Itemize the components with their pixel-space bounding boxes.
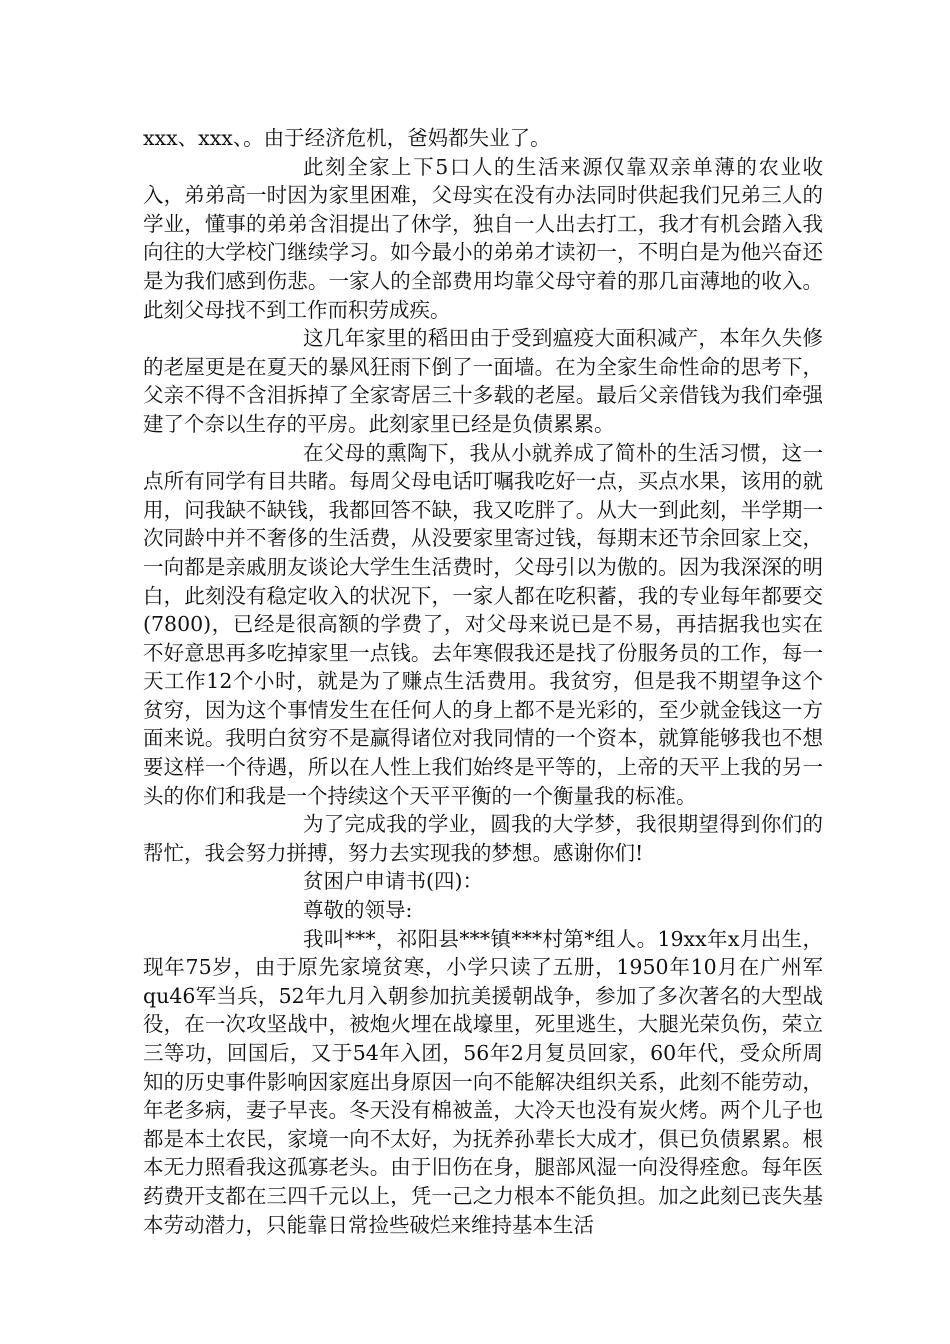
paragraph-frugal-life: 在父母的熏陶下，我从小就养成了简朴的生活习惯，这一点所有同学有目共睹。每周父母电话叮嘱我吃好一点，买点水果，该用的就用，问我缺不缺钱，我都回答不缺，我又吃胖了。从大一到此刻，半学期一次同龄中并不奢侈的生活费，从没要家里寄过钱，每期末还节余回家上交，一向都是亲戚朋友谈论大学生生活费时，父母引以为傲的。因为我深深的明白，此刻没有稳定收入的状况下，一家人都在吃积蓄，我的专业每年都要交(7800)，已经是很高额的学费了，对父母来说已是不易，再拮据我也实在不好意思再多吃掉家里一点钱。去年寒假我还是找了份服务员的工作，每一天工作12个小时，就是为了赚点生活费用。我贫穷，但是我不期望争这个贫穷，因为这个事情发生在任何人的身上都不是光彩的，至少就金钱这一方面来说。我明白贫穷不是赢得诸位对我同情的一个资本，就算能够我也不想要这样一个待遇，所以在人性上我们始终是平等的，上帝的天平上我的另一头的你们和我是一个持续这个天平平衡的一个衡量我的标准。	[143, 440, 823, 808]
section-heading: 贫困户申请书(四)：	[303, 869, 483, 894]
paragraph-intro: xxx、xxx、。由于经济危机，爸妈都失业了。	[143, 126, 551, 150]
paragraph-applicant-story: 我叫***，祁阳县***镇***村第*组人。19xx年x月出生，现年75岁，由于原先家境贫寒，小学只读了五册，1950年10月在广州军qu46军当兵，52年九月入朝参加抗美援朝战争，参加了多次著名的大型战役，在一次攻坚战中，被炮火埋在战壕里，死里逃生，大腿光荣负伤，荣立三等功，回国后，又于54年入团，56年2月复员回家，60年代，受众所周知的历史事件影响因家庭出身原因一向不能解决组织关系，此刻不能劳动，年老多病，妻子早丧。冬天没有棉被盖，大冷天也没有炭火烤。两个儿子也都是本土农民，家境一向不太好，为抚养孙辈长大成才，俱已负债累累。根本无力照看我这孤寡老头。由于旧伤在身，腿部风湿一向没得痊愈。每年医药费开支都在三四千元以上，凭一己之力根本不能负担。加之此刻已丧失基本劳动潜力，只能靠日常捡些破烂来维持基本生活	[143, 926, 823, 1237]
salutation: 尊敬的领导:	[303, 898, 413, 923]
paragraph-family-income: 此刻全家上下5口人的生活来源仅靠双亲单薄的农业收入，弟弟高一时因为家里困难，父母实在没有办法同时供起我们兄弟三人的学业，懂事的弟弟含泪提出了休学，独自一人出去打工，我才有机会踏入我向往的大学校门继续学习。如今最小的弟弟才读初一，不明白是为他兴奋还是为我们感到伤悲。一家人的全部费用均靠父母守着的那几亩薄地的收入。此刻父母找不到工作而积劳成疾。	[143, 154, 823, 322]
document-page	[143, 124, 823, 1239]
paragraph-closing-thanks: 为了完成我的学业，圆我的大学梦，我很期望得到你们的帮忙，我会努力拼搏，努力去实现我的梦想。感谢你们!	[143, 812, 823, 865]
paragraph-house-damage: 这几年家里的稻田由于受到瘟疫大面积减产，本年久失修的老屋更是在夏天的暴风狂雨下倒了一面墙。在为全家生命性命的思考下，父亲不得不含泪拆掉了全家寄居三十多载的老屋。最后父亲借钱为我们牵强建了个奈以生存的平房。此刻家里已经是负债累累。	[143, 326, 823, 436]
